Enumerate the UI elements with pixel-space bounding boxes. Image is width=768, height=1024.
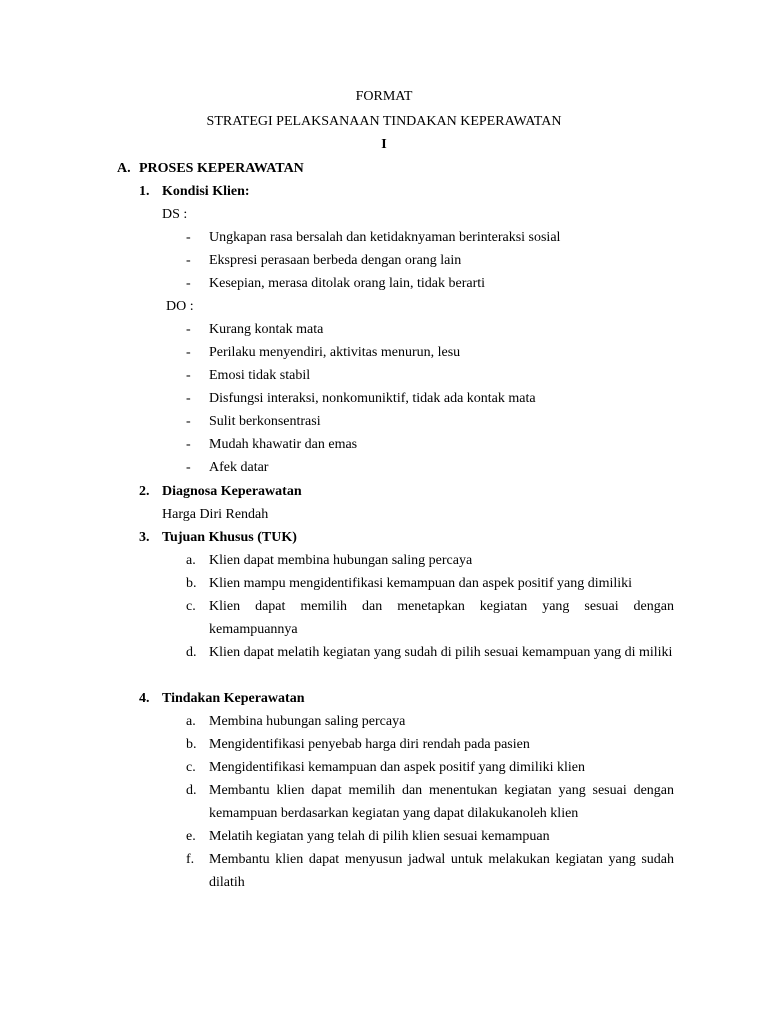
s4-item-letter: b. [186,737,197,752]
do-dash: - [186,460,191,475]
do-dash: - [186,345,191,360]
s3-item-letter: b. [186,576,197,591]
ds-label: DS : [162,207,188,222]
do-label: DO : [166,299,194,314]
ds-dash: - [186,253,191,268]
do-dash: - [186,368,191,383]
s3-item-text: Klien dapat membina hubungan saling percaya [209,553,473,568]
do-dash: - [186,437,191,452]
s2-number: 2. [139,484,150,499]
s4-item-text: Membantu klien dapat menyusun jadwal untuk melakukan kegiatan yang sudah dilatih [209,852,674,890]
ds-item: Ungkapan rasa bersalah dan ketidaknyaman berinteraksi sosial [209,230,561,245]
ds-dash: - [186,230,191,245]
do-item: Disfungsi interaksi, nonkomuniktif, tidak ada kontak mata [209,391,536,406]
section-a-letter: A. [117,161,131,176]
s4-item-text: Membina hubungan saling percaya [209,714,406,729]
s4-item-letter: c. [186,760,196,775]
s3-item-text: Klien mampu mengidentifikasi kemampuan dan aspek positif yang dimiliki [209,576,633,591]
do-item: Kurang kontak mata [209,322,324,337]
header-title: STRATEGI PELAKSANAAN TINDAKAN KEPERAWATAN [206,114,562,129]
ds-item: Ekspresi perasaan berbeda dengan orang lain [209,253,462,268]
header-format: FORMAT [355,89,413,104]
s4-item-letter: a. [186,714,196,729]
s2-value: Harga Diri Rendah [162,507,269,522]
do-item: Mudah khawatir dan emas [209,437,358,452]
ds-dash: - [186,276,191,291]
do-dash: - [186,391,191,406]
section-a-title: PROSES KEPERAWATAN [139,161,304,176]
s4-item-letter: d. [186,783,197,798]
do-dash: - [186,414,191,429]
s2-title: Diagnosa Keperawatan [162,484,302,499]
s3-number: 3. [139,530,150,545]
do-item: Emosi tidak stabil [209,368,311,383]
s3-item-letter: d. [186,645,197,660]
do-item: Perilaku menyendiri, aktivitas menurun, lesu [209,345,461,360]
s3-item-letter: a. [186,553,196,568]
s4-item-text: Mengidentifikasi kemampuan dan aspek positif yang dimiliki klien [209,760,585,775]
header-roman: I [381,137,387,152]
s3-title: Tujuan Khusus (TUK) [162,530,297,545]
do-item: Sulit berkonsentrasi [209,414,321,429]
s4-number: 4. [139,691,150,706]
do-dash: - [186,322,191,337]
s4-item-text: Mengidentifikasi penyebab harga diri rendah pada pasien [209,737,530,752]
s1-number: 1. [139,184,150,199]
s4-item-text: Membantu klien dapat memilih dan menentukan kegiatan yang sesuai dengan kemampuan berdasarkan kegiatan yang dapat dilakukanoleh klien [209,783,674,821]
s3-item-letter: c. [186,599,196,614]
s4-item-letter: f. [186,852,195,867]
s4-item-text: Melatih kegiatan yang telah di pilih klien sesuai kemampuan [209,829,550,844]
s4-item-letter: e. [186,829,196,844]
do-item: Afek datar [209,460,269,475]
s3-item-text: Klien dapat melatih kegiatan yang sudah di pilih sesuai kemampuan yang di miliki [209,645,673,660]
ds-item: Kesepian, merasa ditolak orang lain, tidak berarti [209,276,486,291]
s1-title: Kondisi Klien: [162,184,250,199]
s4-title: Tindakan Keperawatan [162,691,305,706]
s3-item-text: Klien dapat memilih dan menetapkan kegiatan yang sesuai dengan kemampuannya [209,599,674,637]
